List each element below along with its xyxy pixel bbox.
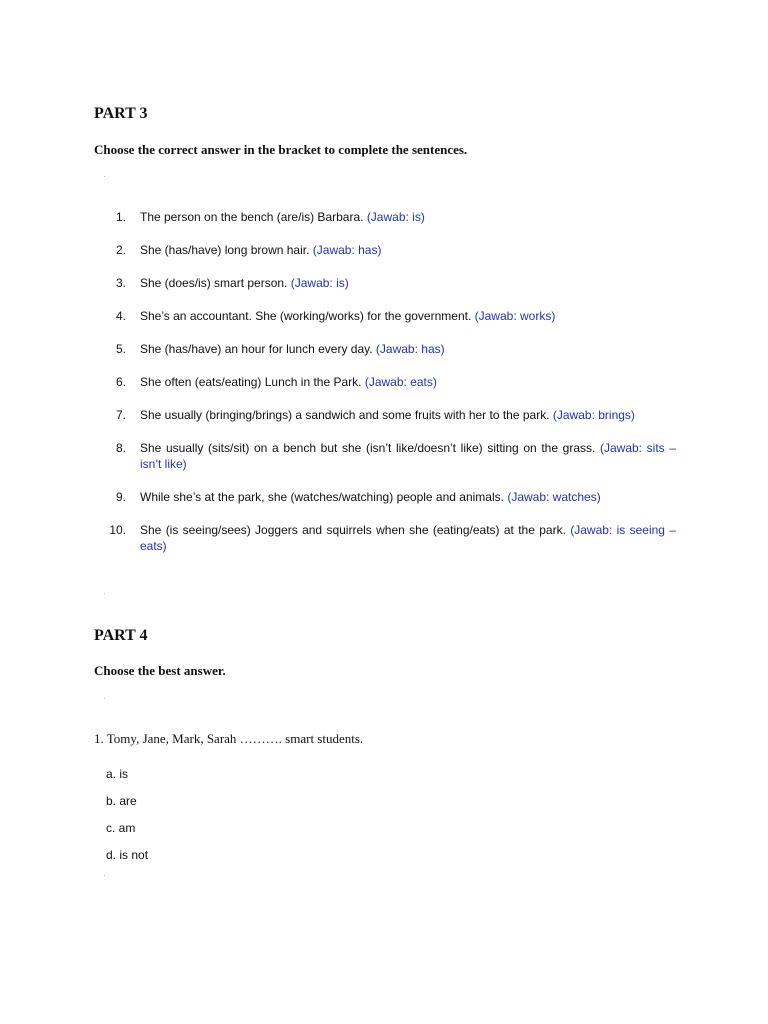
part4-options <box>106 766 148 874</box>
question-text: While she’s at the park, she (watches/watching) people and animals. <box>140 490 504 504</box>
answer-text: (Jawab: has) <box>312 243 382 257</box>
answer-text: (Jawab: brings) <box>552 408 635 422</box>
question-item <box>100 275 676 291</box>
question-item <box>100 440 676 472</box>
question-text: She usually (bringing/brings) a sandwich and some fruits with her to the park. <box>140 408 550 422</box>
question-text: She (has/have) an hour for lunch every day. <box>140 342 373 356</box>
question-number: 7. <box>115 408 126 422</box>
part3-instruction: Choose the correct answer in the bracket to complete the sentences. <box>94 142 468 157</box>
question-item <box>100 341 676 357</box>
part4-question: 1. Tomy, Jane, Mark, Sarah ………. smart students. <box>94 731 364 746</box>
question-item <box>100 308 676 324</box>
answer-text: (Jawab: watches) <box>507 490 601 504</box>
question-number: 8. <box>115 441 126 455</box>
empty-paragraph-mark <box>104 875 105 876</box>
option-item: c. am <box>106 821 136 835</box>
question-text: She often (eats/eating) Lunch in the Park. <box>140 375 362 389</box>
answer-text: (Jawab: sits – isn’t like) <box>140 441 676 471</box>
option-item: b. are <box>106 794 137 808</box>
question-item <box>100 522 676 554</box>
question-number: 1. <box>115 210 126 224</box>
question-text: She (has/have) long brown hair. <box>140 243 310 257</box>
question-number: 9. <box>115 490 126 504</box>
answer-text: (Jawab: works) <box>474 309 556 323</box>
part3-question-list <box>100 209 676 571</box>
answer-text: (Jawab: is seeing – eats) <box>140 523 676 553</box>
question-text: She’s an accountant. She (working/works) for the government. <box>140 309 472 323</box>
question-item <box>100 489 676 505</box>
question-item <box>100 407 676 423</box>
empty-paragraph-mark <box>104 176 105 177</box>
question-text: She (does/is) smart person. <box>140 276 288 290</box>
part4-heading: PART 4 <box>94 627 148 644</box>
question-number: 3. <box>115 276 126 290</box>
question-number: 2. <box>115 243 126 257</box>
question-item <box>100 242 676 258</box>
option-item: d. is not <box>106 848 149 862</box>
answer-text: (Jawab: is) <box>290 276 349 290</box>
answer-text: (Jawab: is) <box>366 210 425 224</box>
option-item: a. is <box>106 767 129 781</box>
question-item <box>100 374 676 390</box>
question-number: 5. <box>115 342 126 356</box>
question-number: 6. <box>115 375 126 389</box>
question-number: 10. <box>109 523 126 537</box>
empty-paragraph-mark <box>104 593 105 594</box>
answer-text: (Jawab: has) <box>375 342 445 356</box>
part4-instruction: Choose the best answer. <box>94 663 226 678</box>
question-item <box>100 209 676 225</box>
question-text: She (is seeing/sees) Joggers and squirrels when she (eating/eats) at the park. <box>140 523 566 537</box>
part3-heading: PART 3 <box>94 105 148 122</box>
question-number: 4. <box>115 309 126 323</box>
answer-text: (Jawab: eats) <box>364 375 437 389</box>
empty-paragraph-mark <box>104 698 105 699</box>
question-text: The person on the bench (are/is) Barbara. <box>140 210 364 224</box>
question-text: She usually (sits/sit) on a bench but she (isn’t like/doesn’t like) sitting on the grass. <box>140 441 596 455</box>
